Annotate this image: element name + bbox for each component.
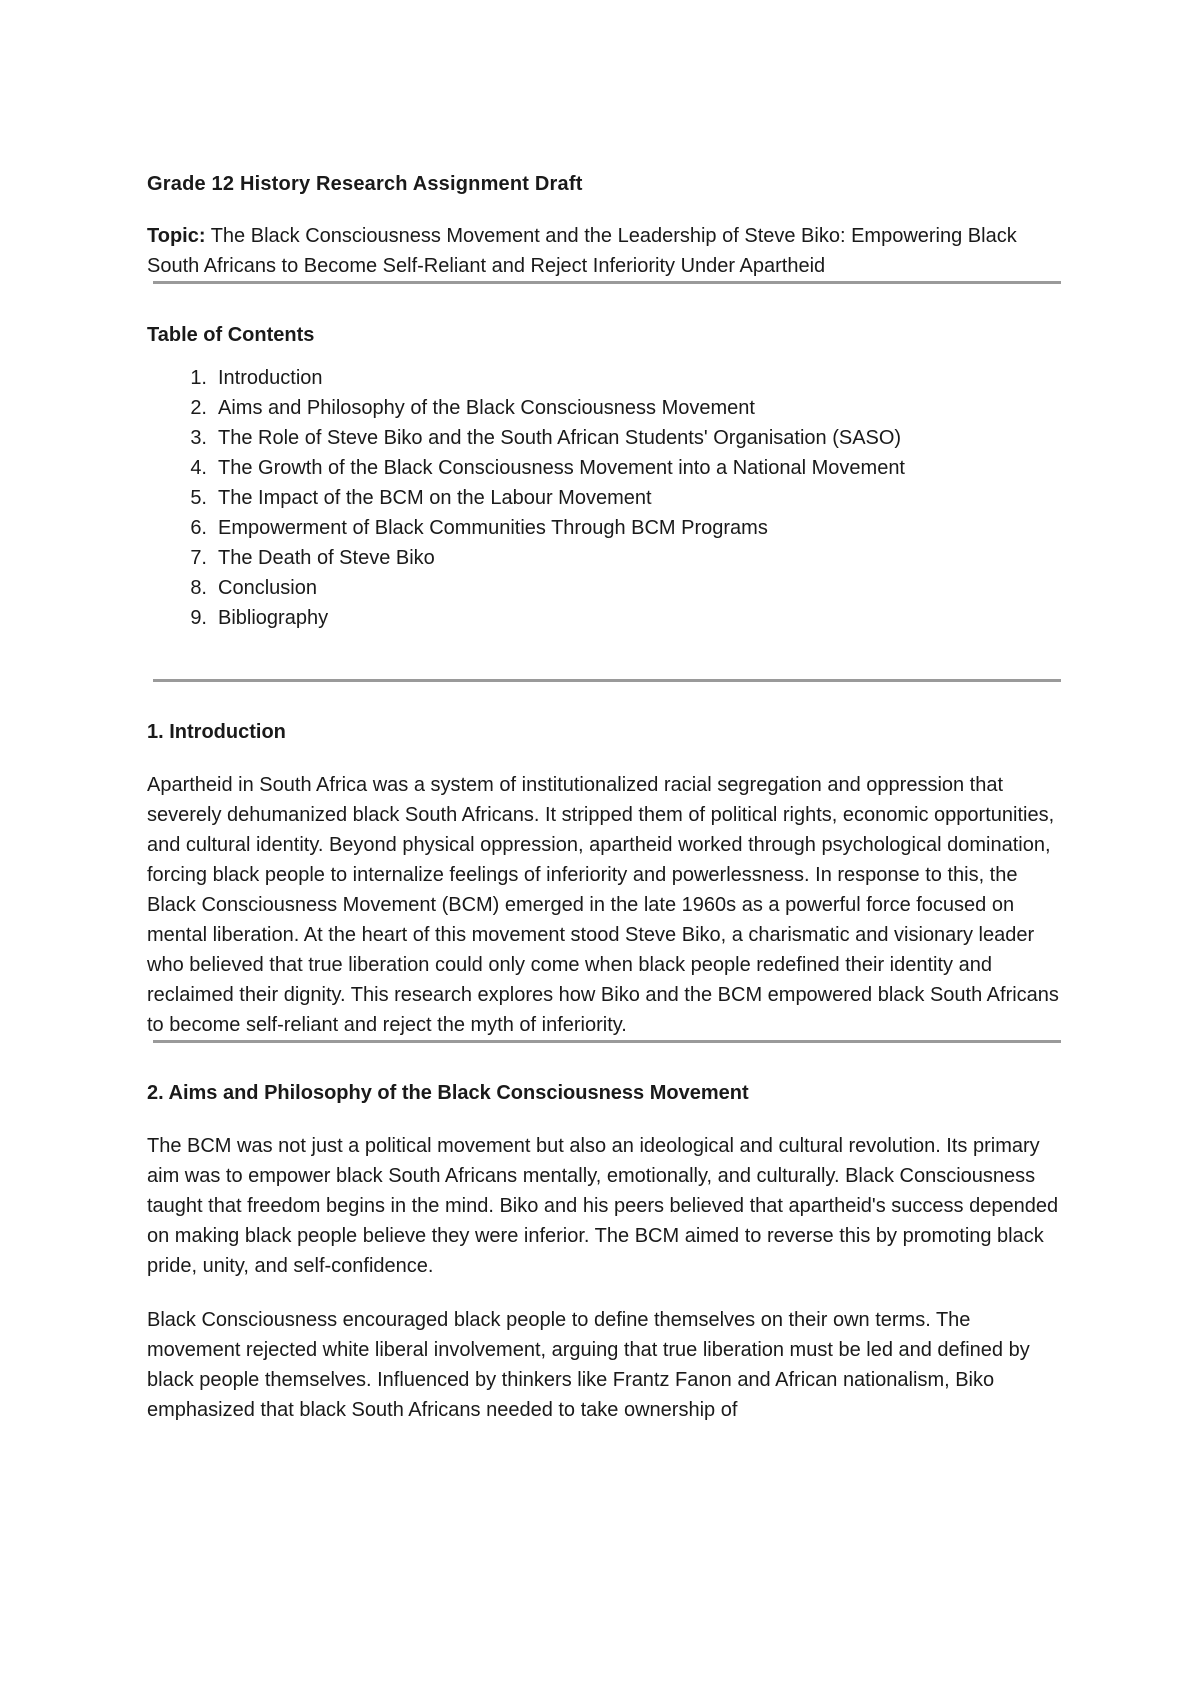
toc-item-label: Conclusion: [218, 577, 317, 599]
topic-text: The Black Consciousness Movement and the Leadership of Steve Biko: Empowering Black South Africans to Become Self-Reliant and Reject Inferiority Under Apartheid: [147, 225, 1017, 277]
toc-item-number: 7.: [190, 547, 207, 569]
toc-item: [147, 483, 1067, 513]
toc-item-number: 5.: [190, 487, 207, 509]
topic-label: Topic:: [147, 225, 206, 247]
document-page: [147, 170, 1067, 1425]
toc-item-label: The Role of Steve Biko and the South African Students' Organisation (SASO): [218, 427, 902, 449]
toc-item-number: 8.: [190, 577, 207, 599]
toc-item: [147, 453, 1067, 483]
toc-item-label: The Growth of the Black Consciousness Movement into a National Movement: [218, 457, 905, 479]
toc-item: [147, 363, 1067, 393]
toc-item: [147, 393, 1067, 423]
section-paragraph: The BCM was not just a political movement but also an ideological and cultural revolution. Its primary aim was to empower black South Africans mentally, emotionally, and culturally. Black Consciousness taught that freedom begins in the mind. Biko and his peers believed that apartheid's success depended on making black people believe they were inferior. The BCM aimed to reverse this by promoting black pride, unity, and self-confidence.: [147, 1135, 1059, 1277]
toc-item-label: The Impact of the BCM on the Labour Movement: [218, 487, 652, 509]
toc-item: [147, 513, 1067, 543]
toc-item-number: 1.: [190, 367, 207, 389]
horizontal-rule: [153, 1040, 1061, 1043]
topic-line: [147, 221, 1067, 281]
toc-item-number: 4.: [190, 457, 207, 479]
horizontal-rule: [153, 679, 1061, 682]
toc-item-label: Bibliography: [218, 607, 329, 629]
toc-item-number: 3.: [190, 427, 207, 449]
toc-item-number: 6.: [190, 517, 207, 539]
horizontal-rule: [153, 281, 1061, 284]
toc-item-label: Introduction: [218, 367, 323, 389]
table-of-contents: [147, 363, 1067, 633]
toc-item-number: 2.: [190, 397, 207, 419]
toc-item: [147, 543, 1067, 573]
section-paragraph: Apartheid in South Africa was a system of institutionalized racial segregation and oppression that severely dehumanized black South Africans. It stripped them of political rights, economic opportunities, and cultural identity. Beyond physical oppression, apartheid worked through psychological domination, forcing black people to internalize feelings of inferiority and powerlessness. In response to this, the Black Consciousness Movement (BCM) emerged in the late 1960s as a powerful force focused on mental liberation. At the heart of this movement stood Steve Biko, a charismatic and visionary leader who believed that true liberation could only come when black people redefined their identity and reclaimed their dignity. This research explores how Biko and the BCM empowered black South Africans to become self-reliant and reject the myth of inferiority.: [147, 774, 1059, 1036]
section-heading-aims: 2. Aims and Philosophy of the Black Consciousness Movement: [147, 1082, 749, 1104]
toc-item-number: 9.: [190, 607, 207, 629]
document-title: Grade 12 History Research Assignment Draft: [147, 173, 583, 195]
toc-item-label: Empowerment of Black Communities Through BCM Programs: [218, 517, 768, 539]
toc-item-label: The Death of Steve Biko: [218, 547, 435, 569]
toc-item: [147, 603, 1067, 633]
toc-item: [147, 573, 1067, 603]
toc-item-label: Aims and Philosophy of the Black Consciousness Movement: [218, 397, 755, 419]
section-paragraph: Black Consciousness encouraged black people to define themselves on their own terms. The movement rejected white liberal involvement, arguing that true liberation must be led and defined by black people themselves. Influenced by thinkers like Frantz Fanon and African nationalism, Biko emphasized that black South Africans needed to take ownership of: [147, 1309, 1030, 1421]
toc-item: [147, 423, 1067, 453]
section-heading-introduction: 1. Introduction: [147, 721, 286, 743]
toc-heading: Table of Contents: [147, 324, 315, 346]
